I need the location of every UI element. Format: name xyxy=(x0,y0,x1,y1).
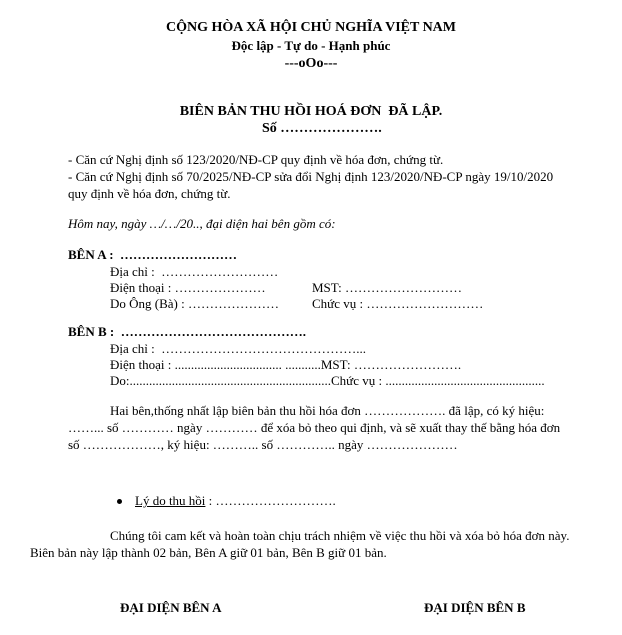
legal-basis-2: - Căn cứ Nghị định số 70/2025/NĐ-CP sửa đổi Nghị định 123/2020/NĐ-CP ngày 19/10/2020 xyxy=(68,169,554,184)
commitment-line-1: Chúng tôi cam kết và hoàn toàn chịu trách nhiệm về việc thu hồi và xóa bỏ hóa đơn này. xyxy=(110,528,570,543)
signature-party-a: ĐẠI DIỆN BÊN A xyxy=(120,600,222,615)
reason-line xyxy=(135,493,336,509)
party-a-position: Chức vụ : ……………………… xyxy=(312,296,484,311)
party-b-do-position: Do:..............................................................Chức vụ : ................................................. xyxy=(110,373,545,388)
nation-heading: CỘNG HÒA XÃ HỘI CHỦ NGHĨA VIỆT NAM xyxy=(165,20,456,35)
party-a-tax-id: MST: ……………………… xyxy=(312,280,462,295)
legal-basis-1: - Căn cứ Nghị định số 123/2020/NĐ-CP quy định về hóa đơn, chứng từ. xyxy=(68,152,444,167)
party-b-fill: : ……………………………………. xyxy=(106,324,306,339)
agreement-line-2: ……... số ………… ngày ………… để xóa bỏ theo qui định, và sẽ xuất thay thế bằng hóa đơn xyxy=(68,420,561,435)
document-title: BIÊN BẢN THU HỒI HOÁ ĐƠN ĐÃ LẬP. xyxy=(179,104,443,119)
agreement-line-3: số ………………, ký hiệu: ……….. số ………….. ngày ………………… xyxy=(68,437,458,452)
party-b-label: BÊN B xyxy=(68,324,107,339)
reason-fill: : ………………………. xyxy=(205,493,336,508)
agreement-line-1: Hai bên,thống nhất lập biên bản thu hồi hóa đơn ………………. đã lập, có ký hiệu: xyxy=(110,403,545,418)
party-a-label: BÊN A xyxy=(68,247,106,262)
party-a-fill: : ……………………… xyxy=(105,247,238,262)
party-a-representative: Do Ông (Bà) : ………………… xyxy=(110,296,279,311)
party-b-address: Địa chỉ : ………………………………………... xyxy=(110,341,367,356)
party-a-heading xyxy=(68,247,237,263)
bullet-icon xyxy=(117,499,122,504)
party-b-phone-mst: Điện thoại : ................................. ...........MST: ……………………. xyxy=(110,357,462,372)
party-b-heading xyxy=(68,324,306,340)
motto: Độc lập - Tự do - Hạnh phúc xyxy=(231,38,391,53)
header-divider: ---oOo--- xyxy=(284,56,338,71)
document-number: Số …………………. xyxy=(262,121,382,136)
reason-label: Lý do thu hồi xyxy=(135,493,206,508)
signature-party-b: ĐẠI DIỆN BÊN B xyxy=(424,600,526,615)
commitment-line-2: Biên bản này lập thành 02 bản, Bên A giữ 01 bản, Bên B giữ 01 bản. xyxy=(30,545,387,560)
party-a-phone: Điện thoại : ………………… xyxy=(110,280,266,295)
intro-line: Hôm nay, ngày …/…/20.., đại diện hai bên gồm có: xyxy=(68,216,336,231)
legal-basis-3: quy định về hóa đơn, chứng từ. xyxy=(68,186,231,201)
party-a-address: Địa chỉ : ……………………… xyxy=(110,264,279,279)
